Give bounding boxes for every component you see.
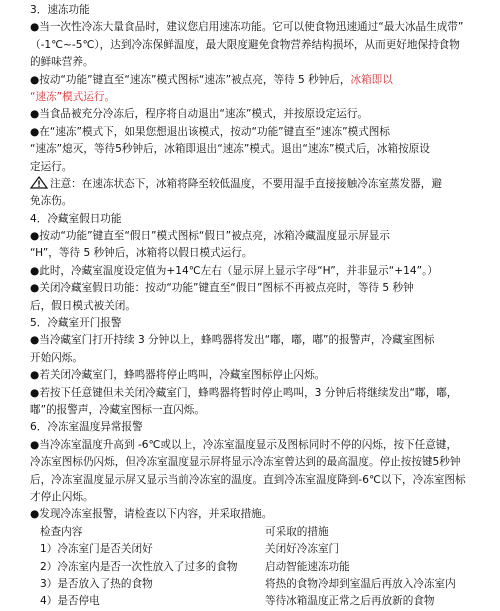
action-item: 将热的食物冷却到室温后再放入冷冻室内 [265,577,456,590]
s3-p2-line-2 [0,89,500,106]
s3-p4-line-3: 定运行。 [30,160,73,173]
s4-p1-line-2: “H”，等待 5 秒钟后，冰箱将以假日模式运行。 [30,247,253,260]
check-item: 4）是否停电 [40,595,100,608]
s6-p1-line-3: 后，冷冻室温度显示屏又显示当前冷冻室的温度。直到冷冻室温度降到-6℃以下，冷冻室图标 [30,473,466,486]
check-item: 2）冷冻室内是否一次性放入了过多的食物 [40,560,238,573]
table-row [0,593,500,610]
action-item: 启动智能速冻功能 [265,560,350,573]
s3-p2-highlight-2: “速冻”模式运行。 [30,90,116,103]
s5-p1-line-2: 开始闪烁。 [30,351,83,364]
check-header: 检查内容 [40,525,83,538]
s3-p2-text: ●按动“功能”键直至“速冻”模式图标“速冻”被点亮，等待 5 秒钟后， [30,73,351,86]
s3-p4-line-1: ●在“速冻”模式下，如果您想退出该模式，按动“功能”键直至“速冻”模式图标 [30,125,390,138]
check-item: 1）冷冻室门是否关闭好 [40,543,153,556]
s3-note-line-1 [0,176,500,193]
s3-p1-line-3: 的鲜味营养。 [30,56,94,69]
s4-p1-line-1: ●按动“功能”键直至“假日”模式图标“假日”被点亮，冰箱冷藏温度显示屏显示 [30,230,390,243]
s6-p2: ●发现冷冻室报警，请检查以下内容，并采取措施。 [30,508,273,521]
check-table-header [0,524,500,541]
s4-p2: ●此时，冷藏室温度设定值为+14℃左右（显示屏上显示字母“H”，并非显示“+14”。） [30,264,438,277]
s3-p1-line-1: ●当一次性冷冻大量食品时，建议您启用速冻功能。它可以使食物迅速通过“最大冰晶生成带” [30,21,464,34]
s3-p2-highlight-1: 冰箱即以 [350,73,393,86]
s3-p2-line-1 [0,72,500,89]
s5-p3-line-1: ●若按下任意键但未关闭冷藏室门，蜂鸣器将暂时停止鸣叫，3 分钟后将继续发出“嘟，嘟， [30,386,458,399]
s6-p1-line-2: 冷冻室图标仍闪烁，但冷冻室温度显示屏将显示冷冻室曾达到的最高温度。停止按按键5秒钟 [30,456,461,469]
s3-p3: ●当食品被充分冷冻后，程序将自动退出“速冻”模式，并按原设定运行。 [30,108,369,121]
section-6-title: 6．冷冻室温度异常报警 [30,421,143,434]
warning-triangle-icon [30,176,48,189]
s3-note-line-2: 免冻伤。 [30,195,73,208]
s6-p1-line-1: ●当冷冻室温度升高到 -6℃或以上，冷冻室温度显示及图标同时不停的闪烁，按下任意键， [30,438,458,451]
section-5-title: 5．冷藏室开门报警 [30,317,122,330]
section-4-title: 4．冷藏室假日功能 [30,212,122,225]
section-3-title: 3．速冻功能 [30,4,90,16]
s6-p1-line-4: 才停止闪烁。 [30,490,94,503]
s3-p4-line-2: “速冻”熄灭，等待5秒钟后，冰箱即退出“速冻”模式。退出“速冻”模式后，冰箱按原设 [30,143,430,156]
action-header: 可采取的措施 [265,525,329,538]
s3-note-text: 注意：在速冻状态下，冰箱将降至较低温度，不要用湿手直接接触冷冻室蒸发器，避 [50,177,442,190]
s4-p3-line-1: ●关闭冷藏室假日功能：按动“功能”键直至“假日”图标不再被点亮时，等待 5 秒钟 [30,282,414,295]
s5-p1-line-1: ●当冷藏室门打开持续 3 分钟以上，蜂鸣器将发出“嘟，嘟，嘟”的报警声，冷藏室图标 [30,334,435,347]
action-item: 关闭好冷冻室门 [265,543,340,556]
s5-p2: ●若关闭冷藏室门，蜂鸣器将停止鸣叫，冷藏室图标停止闪烁。 [30,369,326,382]
table-row [0,541,500,558]
check-item: 3）是否放入了热的食物 [40,577,153,590]
s3-p1-line-2: （-1℃~-5℃），达到冷冻保鲜温度，最大限度避免食物营养结构损坏，从而更好地保持食物 [30,38,460,51]
table-row [0,559,500,576]
action-item: 等待冰箱温度正常之后再放新的食物 [265,595,435,608]
table-row [0,576,500,593]
s4-p3-line-2: 后，假日模式被关闭。 [30,299,136,312]
s5-p3-line-2: 嘟”的报警声，冷藏室图标一直闪烁。 [30,403,205,416]
